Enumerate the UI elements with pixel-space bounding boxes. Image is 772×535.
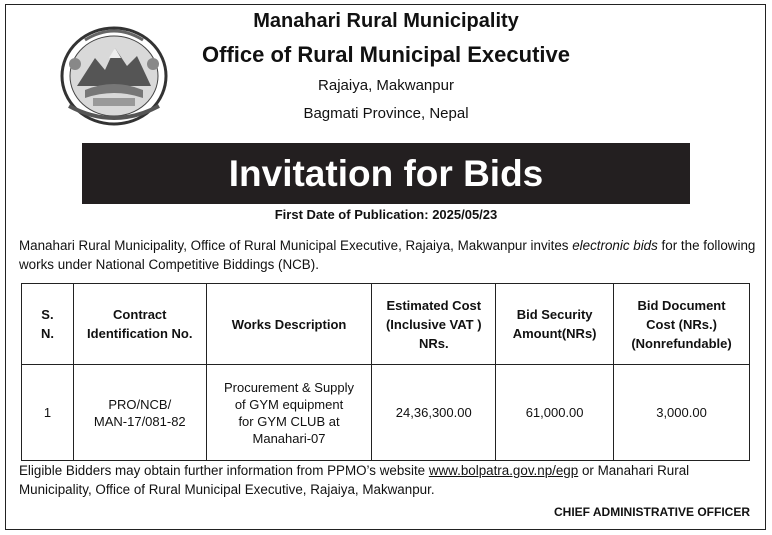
signatory-title: CHIEF ADMINISTRATIVE OFFICER <box>554 505 750 519</box>
cell-serial-number <box>22 365 74 461</box>
header-bid-security <box>496 284 614 365</box>
footer-text-end: or Manahari Rural Municipality, Office of Rural Municipal Executive, Rajaiya, Makwanpur. <box>19 463 690 497</box>
header-document-cost-label: Bid Document Cost (NRs.) (Nonrefundable) <box>631 297 732 351</box>
serial-number: 1 <box>43 405 52 420</box>
intro-text-end: for the following works under National Competitive Biddings (NCB). <box>19 238 756 272</box>
title-banner: Invitation for Bids <box>82 143 690 204</box>
estimated-cost: 24,36,300.00 <box>395 405 472 420</box>
footer-text-start: Eligible Bidders may obtain further information from PPMO’s website <box>19 463 429 478</box>
table-row <box>22 365 750 461</box>
office-name: Office of Rural Municipal Executive <box>202 42 570 67</box>
header-works-description <box>206 284 372 365</box>
cell-estimated-cost <box>372 365 496 461</box>
cell-bid-security <box>496 365 614 461</box>
header-serial-number <box>22 284 74 365</box>
municipality-name: Manahari Rural Municipality <box>253 10 519 32</box>
bids-table <box>21 283 750 461</box>
cell-document-cost <box>614 365 750 461</box>
table-header-row <box>22 284 750 365</box>
header-estimated-cost <box>372 284 496 365</box>
header-bid-security-label: Bid Security Amount(NRs) <box>512 307 597 341</box>
contract-id: PRO/NCB/ MAN-17/081-82 <box>93 396 186 429</box>
header-contract-id-label: Contract Identification No. <box>87 307 193 341</box>
header-serial-number-label: S. N. <box>40 307 54 341</box>
ppmo-website-link[interactable]: www.bolpatra.gov.np/egp <box>428 463 579 478</box>
province-line: Bagmati Province, Nepal <box>303 105 469 122</box>
intro-paragraph <box>19 236 759 274</box>
header-document-cost <box>614 284 750 365</box>
cell-contract-id <box>73 365 206 461</box>
intro-emphasis: electronic bids <box>572 238 658 253</box>
works-description: Procurement & Supply of GYM equipment for GYM CLUB at Manahari-07 <box>223 379 355 446</box>
intro-text-start: Manahari Rural Municipality, Office of Rural Municipal Executive, Rajaiya, Makwanpur invites <box>19 238 573 253</box>
office-address: Rajaiya, Makwanpur <box>318 77 454 94</box>
header-estimated-cost-label: Estimated Cost (Inclusive VAT ) NRs. <box>385 297 482 351</box>
cell-works-description <box>206 365 372 461</box>
header-works-description-label: Works Description <box>231 316 347 332</box>
bid-security: 61,000.00 <box>525 405 584 420</box>
document-cost: 3,000.00 <box>656 405 707 420</box>
footer-paragraph <box>19 461 759 499</box>
header-contract-id <box>73 284 206 365</box>
publication-date: First Date of Publication: 2025/05/23 <box>274 207 498 222</box>
